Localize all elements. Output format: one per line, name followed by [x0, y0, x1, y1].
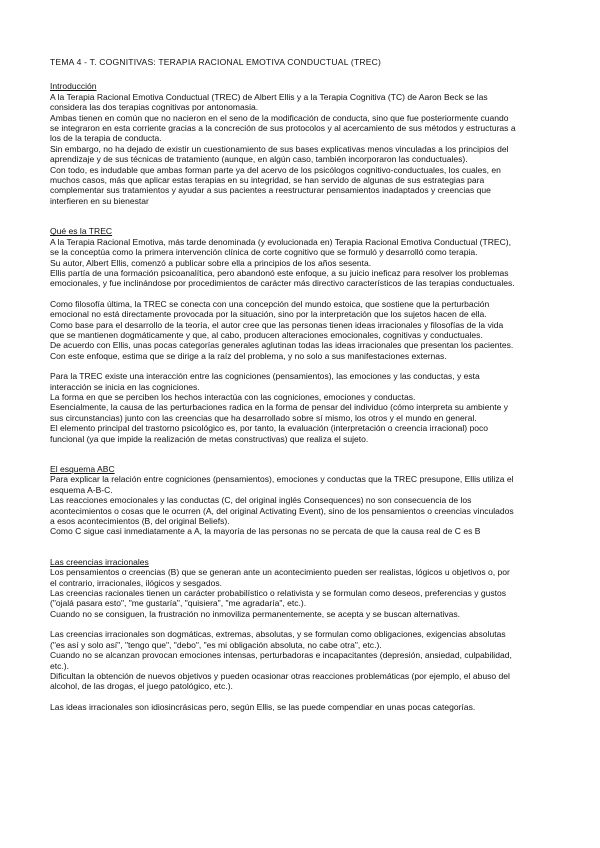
- text-line: etc.).: [50, 660, 69, 671]
- text-line: El elemento principal del trastorno psicológico es, por tanto, la evaluación (interpretación o creencia irracional) poco: [50, 423, 489, 434]
- text-line: interacción se inicia en las cogniciones.: [50, 381, 200, 392]
- text-line: Con todo, es indudable que ambas forman parte ya del acervo de los psicólogos cognitivo-conductuales, los cuales, en: [50, 164, 501, 175]
- text-line: Para la TREC existe una interacción entre las cogniciones (pensamientos), las emociones y las conductas, y esta: [50, 371, 480, 382]
- paragraph: [50, 702, 550, 712]
- paragraph: [50, 92, 550, 206]
- paragraph-gap: [50, 619, 550, 629]
- section-gap: [50, 206, 550, 216]
- section-gap: [50, 444, 550, 454]
- text-line: A la Terapia Racional Emotiva Conductual (TREC) de Albert Ellis y a la Terapia Cognitiva (TC) de Aaron Beck se las: [50, 91, 488, 102]
- text-line: Como C sigue casi inmediatamente a A, la mayoría de las personas no se percata de que la causa real de C es B: [50, 526, 481, 537]
- text-line: Con este enfoque, estima que se dirige a la raíz del problema, y no solo a sus manifestaciones externas.: [50, 350, 447, 361]
- text-line: muchos casos, más que aplicar estas terapias en su integridad, se han servido de algunas de sus estrategias para: [50, 175, 485, 186]
- text-line: alcohol, de las drogas, el juego patológico, etc.).: [50, 681, 233, 692]
- text-line: Cuando no se alcanzan provocan emociones intensas, perturbadoras e incapacitantes (depresión, ansiedad, culpabilidad,: [50, 650, 512, 661]
- paragraph: [50, 567, 550, 619]
- text-line: Su autor, Albert Ellis, comenzó a publicar sobre ella a principios de los años sesenta.: [50, 257, 372, 268]
- text-line: interfieren en su bienestar: [50, 195, 149, 206]
- text-line: Las creencias irracionales son dogmáticas, extremas, absolutas, y se formulan como obligaciones, exigencias absolutas: [50, 629, 506, 640]
- text-line: Ambas tienen en común que no nacieron en el seno de la modificación de conducta, sino que fue posteriormente cuando: [50, 112, 509, 123]
- text-line: Como filosofía última, la TREC se conecta con una concepción del mundo estoica, que sostiene que la perturbación: [50, 298, 490, 309]
- text-line: a esos acontecimientos (B, del original Beliefs).: [50, 516, 230, 527]
- text-line: Sin embargo, no ha dejado de existir un cuestionamiento de sus bases explicativas menos vinculadas a los principios del: [50, 143, 509, 154]
- text-line: Como base para el desarrollo de la teoría, el autor cree que las personas tienen ideas irracionales y filosofías de la vida: [50, 319, 504, 330]
- section: [50, 557, 550, 712]
- document-body: [50, 57, 550, 712]
- text-line: Las reacciones emocionales y las conductas (C, del original inglés Consequences) no son consecuencia de los: [50, 495, 472, 506]
- text-line: Ellis partía de una formación psicoanalítica, pero abandonó este enfoque, a su juicio ineficaz para resolver los problemas: [50, 267, 509, 278]
- text-line: De acuerdo con Ellis, unas pocas categorías generales aglutinan todas las ideas irracionales que presentan los pacientes.: [50, 340, 514, 351]
- text-line: Las creencias racionales tienen un carácter probabilístico o relativista y se formulan como deseos, preferencias y gustos: [50, 588, 507, 599]
- text-line: Esencialmente, la causa de las perturbaciones radica en la forma de pensar del individuo (cómo interpreta su ambiente y: [50, 402, 508, 413]
- section-heading: El esquema ABC: [50, 464, 115, 474]
- text-line: aprendizaje y de sus técnicas de tratamiento (aunque, en algún caso, también incorporaron las conductuales).: [50, 154, 468, 165]
- section-heading: Qué es la TREC: [50, 226, 113, 237]
- text-line: La forma en que se perciben los hechos interactúa con las cogniciones, emociones y conductas.: [50, 391, 416, 402]
- paragraph: [50, 371, 550, 444]
- text-line: Los pensamientos o creencias (B) que se generan ante un acontecimiento pueden ser realistas, lógicos u objetivos o, por: [50, 567, 510, 578]
- paragraph: [50, 237, 550, 289]
- section: [50, 464, 550, 547]
- text-line: acontecimientos o cosas que le ocurren (A, del original Activating Event), sino de los pensamientos o creencias vinculados: [50, 505, 514, 516]
- text-line: que se mantienen dogmáticamente y que, al cabo, producen alteraciones emocionales, cognitivas y conductuales.: [50, 329, 483, 340]
- text-line: se la conceptúa como la primera intervención clínica de corte cognitivo que se formuló y desarrolló como terapia.: [50, 247, 478, 258]
- section-gap: [50, 537, 550, 547]
- paragraph: [50, 474, 550, 536]
- text-line: emocional no está directamente provocada por la situación, sino por la interpretación que los sujetos hacen de ella.: [50, 309, 487, 320]
- paragraph: [50, 299, 550, 361]
- paragraph-gap: [50, 361, 550, 371]
- text-line: funcional (ya que impide la realización de metas constructivas) que realiza el sujeto.: [50, 433, 369, 444]
- text-line: el contrario, irracionales, ilógicos y sesgados.: [50, 577, 222, 588]
- text-line: Dificultan la obtención de nuevos objetivos y pueden ocasionar otras reacciones problemáticas (por ejemplo, el abuso del: [50, 670, 510, 681]
- text-line: sus circunstancias) junto con las creencias que ha desarrollado sobre sí mismo, los otros y el mundo en general.: [50, 412, 477, 423]
- section: [50, 226, 550, 454]
- paragraph: [50, 629, 550, 691]
- paragraph-gap: [50, 692, 550, 702]
- text-line: Para explicar la relación entre cogniciones (pensamientos), emociones y conductas que la TREC presupone, Ellis utiliza el: [50, 474, 514, 485]
- text-line: emocionales, y fue inclinándose por procedimientos de carácter más directivo característicos de las terapias conductuales.: [50, 278, 515, 289]
- text-line: complementar sus tratamientos y ayudar a sus pacientes a reestructurar pensamientos inadaptados y creencias que: [50, 185, 491, 196]
- text-line: se integraron en esta corriente gracias a la concreción de sus protocolos y al acercamiento de sus métodos y estructuras a: [50, 123, 516, 134]
- document-title: TEMA 4 - T. COGNITIVAS: TERAPIA RACIONAL EMOTIVA CONDUCTUAL (TREC): [50, 57, 382, 67]
- text-line: Cuando no se consiguen, la frustración no inmoviliza permanentemente, se acepta y se buscan alternativas.: [50, 608, 461, 619]
- text-line: esquema A-B-C.: [50, 484, 113, 495]
- text-line: considera las dos terapias cognitivas por antonomasia.: [50, 102, 259, 113]
- text-line: ("es así y solo así", "tengo que", "debo", "es mi obligación absoluta, no cabe otra", etc.).: [50, 639, 382, 650]
- text-line: Las ideas irracionales son idiosincrásicas pero, según Ellis, se las puede compendiar en unas pocas categorías.: [50, 701, 476, 712]
- text-line: A la Terapia Racional Emotiva, más tarde denominada (y evolucionada en) Terapia Racional Emotiva Conductual (TREC),: [50, 236, 511, 247]
- section-heading: Introducción: [50, 81, 97, 92]
- text-line: los de la terapia de conducta.: [50, 133, 162, 144]
- text-line: ("ojalá pasara esto", "me gustaría", "quisiera", "me agradaría", etc.).: [50, 598, 307, 609]
- section-heading: Las creencias irracionales: [50, 556, 149, 567]
- paragraph-gap: [50, 289, 550, 299]
- section: [50, 81, 550, 216]
